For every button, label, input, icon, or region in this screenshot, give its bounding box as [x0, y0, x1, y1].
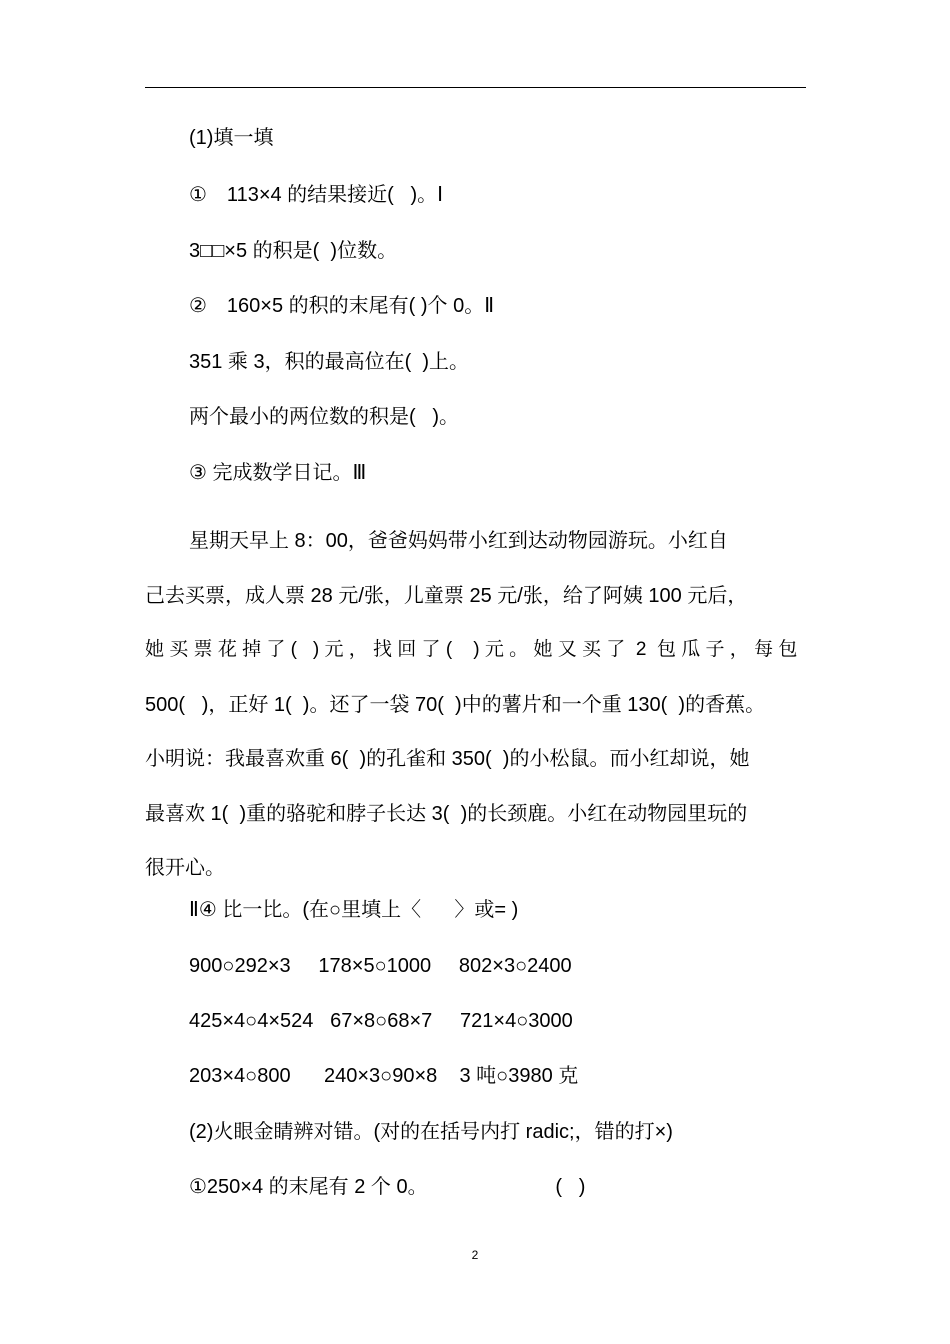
- paragraph-line: 小明说：我最喜欢重 6( )的孔雀和 350( )的小松鼠。而小红却说，她: [145, 748, 750, 770]
- header-rule: [145, 87, 806, 88]
- question-1b: 3□□×5 的积是( )位数。: [189, 240, 398, 262]
- paragraph-line: 500( )，正好 1( )。还了一袋 70( )中的薯片和一个重 130( )的香蕉。: [145, 693, 766, 716]
- paragraph-line: 己去买票，成人票 28 元/张，儿童票 25 元/张，给了阿姨 100 元后，: [145, 584, 748, 607]
- question-2c: 两个最小的两位数的积是( )。: [189, 406, 459, 428]
- paragraph-line: 最喜欢 1( )重的骆驼和脖子长达 3( )的长颈鹿。小红在动物园里玩的: [145, 802, 748, 825]
- section-heading-fill-in: (1)填一填: [189, 127, 274, 149]
- page-number: 2: [471, 1248, 479, 1262]
- math-diary-paragraph: [145, 514, 806, 896]
- question-3-heading: ③ 完成数学日记。Ⅲ: [189, 462, 367, 484]
- compare-row-2: 425×4○4×524 67×8○68×7 721×4○3000: [189, 1010, 573, 1032]
- paragraph-line: 她 买 票 花 掉 了 ( ) 元 ， 找 回 了 ( ) 元 。 她 又 买 了 2 包 瓜 子 ， 每 包: [145, 639, 798, 660]
- compare-row-1: 900○292×3 178×5○1000 802×3○2400: [189, 955, 572, 977]
- question-4-heading: Ⅱ④ 比一比。(在○里填上〈 〉或= ): [189, 899, 519, 921]
- question-1: ① 113×4 的结果接近( )。Ⅰ: [189, 184, 444, 206]
- paragraph-line: 星期天早上 8：00，爸爸妈妈带小红到达动物园游玩。小红自: [189, 530, 728, 552]
- paragraph-line: 很开心。: [145, 857, 225, 879]
- question-2: ② 160×5 的积的末尾有( )个 0。Ⅱ: [189, 295, 495, 317]
- compare-row-3: 203×4○800 240×3○90×8 3 吨○3980 克: [189, 1065, 579, 1087]
- question-2b: 351 乘 3，积的最高位在( )上。: [189, 351, 470, 373]
- section-heading-true-false: (2)火眼金睛辨对错。(对的在括号内打 radic;，错的打×): [189, 1121, 673, 1143]
- true-false-question-1: ①250×4 的末尾有 2 个 0。 ( ): [189, 1176, 586, 1198]
